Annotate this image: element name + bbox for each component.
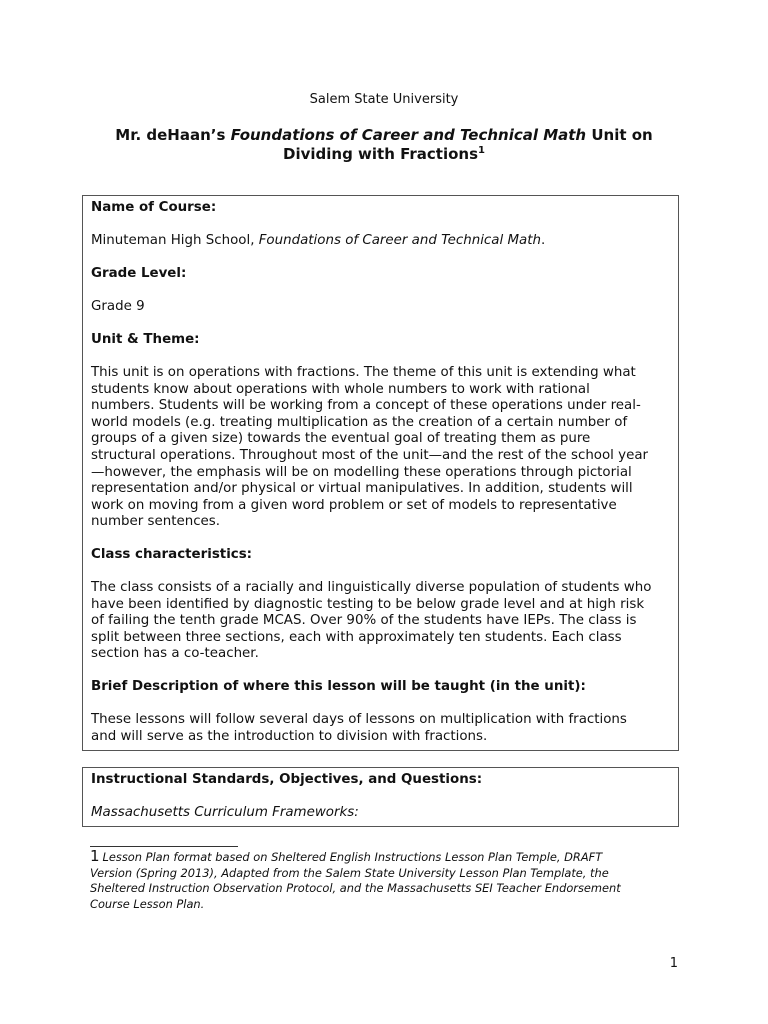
brief-description-text (91, 712, 673, 745)
footnote-line: Course Lesson Plan. (90, 896, 205, 911)
unit-theme-line: —however, the emphasis will be on modelling these operations through pictorial (91, 464, 632, 480)
footnote-line: Version (Spring 2013), Adapted from the Salem State University Lesson Plan Template, the (90, 865, 609, 880)
curriculum-frameworks-text: Massachusetts Curriculum Frameworks: (91, 805, 359, 820)
unit-theme-line: numbers. Students will be working from a concept of these operations under real- (91, 398, 641, 414)
unit-theme-line: world models (e.g. treating multiplication as the creation of a certain number of (91, 414, 628, 430)
brief-description-heading: Brief Description of where this lesson will be taught (in the unit): (91, 679, 586, 694)
page-title (60, 126, 708, 164)
footnote-line-text: Lesson Plan format based on Sheltered English Instructions Lesson Plan Temple, DRAFT (102, 850, 603, 864)
unit-theme-line: This unit is on operations with fractions. The theme of this unit is extending what (91, 365, 636, 380)
course-info-box (82, 195, 679, 751)
unit-theme-text (91, 365, 673, 531)
unit-theme-line: representation and/or physical or virtual manipulatives. In addition, students will (91, 481, 633, 497)
university-name: Salem State University (309, 92, 459, 107)
class-characteristics-line: section has a co-teacher. (91, 646, 259, 662)
unit-theme-line: structural operations. Throughout most of the unit—and the rest of the school year (91, 447, 649, 463)
title-footnote-mark: 1 (478, 145, 485, 156)
footnote (90, 849, 670, 912)
grade-level-heading: Grade Level: (91, 266, 187, 281)
name-of-course-heading: Name of Course: (91, 200, 217, 215)
name-of-course-value (91, 233, 673, 250)
class-characteristics-line: split between three sections, each with approximately ten students. Each class (91, 629, 622, 645)
class-characteristics-line: have been identified by diagnostic testing to be below grade level and at high risk (91, 596, 645, 612)
standards-box (82, 767, 679, 827)
school-name: Minuteman High School, (91, 233, 259, 248)
class-characteristics-line: The class consists of a racially and linguistically diverse population of students who (91, 580, 652, 595)
class-characteristics-heading: Class characteristics: (91, 547, 253, 562)
footnote-line: Sheltered Instruction Observation Protocol, and the Massachusetts SEI Teacher Endorsement (90, 881, 621, 895)
title-suffix: Unit on (586, 126, 653, 144)
title-line-2: Dividing with Fractions (283, 145, 479, 163)
unit-theme-line: students know about operations with whole numbers to work with rational (91, 381, 590, 397)
standards-heading: Instructional Standards, Objectives, and Questions: (91, 772, 483, 787)
unit-theme-line: number sentences. (91, 514, 221, 530)
page-number: 1 (669, 956, 678, 971)
unit-theme-line: work on moving from a given word problem or set of models to representative (91, 497, 617, 513)
unit-theme-line: groups of a given size) towards the eventual goal of treating them as pure (91, 431, 591, 447)
class-characteristics-text (91, 580, 673, 663)
curriculum-frameworks-label (91, 805, 673, 822)
unit-theme-heading: Unit & Theme: (91, 332, 200, 347)
title-prefix: Mr. deHaan’s (115, 126, 231, 144)
brief-description-line: and will serve as the introduction to division with fractions. (91, 728, 488, 744)
brief-description-line: These lessons will follow several days of lessons on multiplication with fractions (91, 712, 627, 727)
footnote-divider (90, 846, 238, 847)
course-name-period: . (540, 233, 546, 248)
grade-level-value: Grade 9 (91, 299, 145, 314)
course-name: Foundations of Career and Technical Math (258, 233, 541, 248)
footnote-line (90, 849, 670, 866)
footnote-mark: 1 (90, 847, 100, 865)
class-characteristics-line: of failing the tenth grade MCAS. Over 90% of the students have IEPs. The class is (91, 613, 637, 629)
title-course-name: Foundations of Career and Technical Math (230, 126, 587, 144)
